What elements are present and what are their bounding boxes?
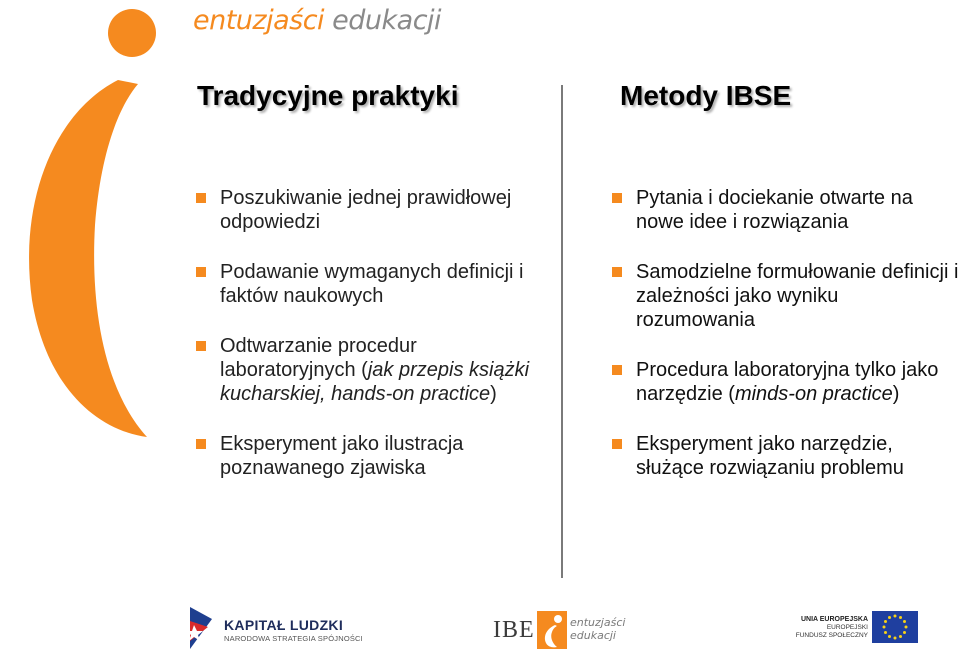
square-bullet-icon xyxy=(612,365,622,375)
entuzjasci-e-logo xyxy=(0,0,175,450)
list-item-text: Samodzielne formułowanie definicji i zależności jako wyniku rozumowania xyxy=(636,261,959,331)
ibe-brand-line-1: entuzjaści xyxy=(570,616,626,629)
ibe-brand-line-2: edukacji xyxy=(570,629,616,642)
square-bullet-icon xyxy=(196,267,206,277)
list-item-text xyxy=(636,358,960,406)
list-item xyxy=(610,260,960,332)
list-item xyxy=(610,432,960,480)
list-item-text: Pytania i dociekanie otwarte na nowe idee i rozwiązania xyxy=(636,187,913,233)
list-item xyxy=(194,186,554,234)
list-item-text-plain: ) xyxy=(490,383,497,405)
list-item xyxy=(194,432,554,480)
kapital-ludzki-title: KAPITAŁ LUDZKI xyxy=(224,617,344,633)
ibe-logo-text: IBE xyxy=(493,617,535,643)
list-item-text xyxy=(220,334,554,406)
square-bullet-icon xyxy=(196,341,206,351)
column-divider xyxy=(561,85,563,578)
ibe-brand-text xyxy=(570,616,625,642)
ue-label xyxy=(790,616,868,640)
left-column-title: Tradycyjne praktyki xyxy=(197,80,459,111)
ibe-e-logo-icon xyxy=(537,611,567,649)
square-bullet-icon xyxy=(612,439,622,449)
list-item xyxy=(610,186,960,234)
ibse-methods-list xyxy=(610,186,960,506)
list-item-text-plain: Procedura laboratoryjna tylko jako narzędzie ( xyxy=(636,359,939,405)
list-item xyxy=(194,334,554,406)
eu-flag-icon xyxy=(872,611,918,643)
ue-label-line-3: FUNDUSZ SPOŁECZNY xyxy=(795,632,868,639)
list-item xyxy=(194,260,554,308)
ue-label-line-2: EUROPEJSKI xyxy=(826,624,868,631)
list-item-text-plain: Odtwarzanie procedur laboratoryjnych ( xyxy=(220,335,417,381)
square-bullet-icon xyxy=(612,267,622,277)
brand-word-2: edukacji xyxy=(332,5,442,36)
ue-label-line-1: UNIA EUROPEJSKA xyxy=(800,616,868,623)
list-item-text: Podawanie wymaganych definicji i faktów naukowych xyxy=(220,261,524,307)
right-column-title: Metody IBSE xyxy=(620,80,792,111)
list-item-text: Poszukiwanie jednej prawidłowej odpowiedzi xyxy=(220,187,512,233)
kapital-ludzki-flag-icon xyxy=(186,605,216,651)
list-item-text-plain: ) xyxy=(892,383,900,405)
list-item-text: Eksperyment jako narzędzie, służące rozwiązaniu problemu xyxy=(636,433,904,479)
list-item-text-italic: minds-on practice xyxy=(734,383,893,405)
list-item-text: Eksperyment jako ilustracja poznawanego zjawiska xyxy=(220,433,464,479)
traditional-practices-list xyxy=(194,186,554,506)
brand-word-1: entuzjaści xyxy=(193,5,325,36)
kapital-ludzki-subtitle: NARODOWA STRATEGIA SPÓJNOŚCI xyxy=(224,634,363,643)
list-item-text-italic: jak przepis książki kucharskiej, hands-on practice xyxy=(220,359,530,405)
brand-name xyxy=(193,5,441,36)
list-item xyxy=(610,358,960,406)
square-bullet-icon xyxy=(196,439,206,449)
square-bullet-icon xyxy=(612,193,622,203)
square-bullet-icon xyxy=(196,193,206,203)
